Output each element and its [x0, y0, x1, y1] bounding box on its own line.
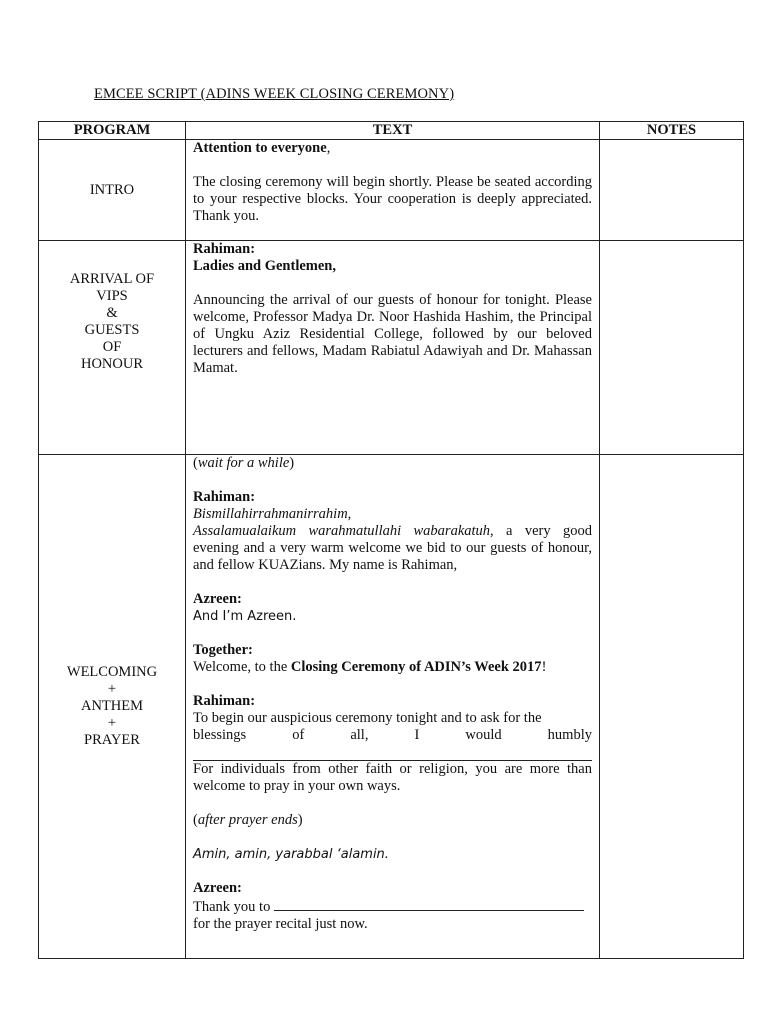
- speaker-label: Rahiman:: [193, 489, 256, 505]
- arrival-body: Announcing the arrival of our guests of honour for tonight. Please welcome, Professor Madya Dr. Noor Hashida Hashim, the Principal of Ungku Aziz Residential College, followed by our beloved lecturers and fellows, Madam Rabiatul Adawiyah and Dr. Mahassan Mamat.: [193, 292, 592, 376]
- header-notes: NOTES: [600, 122, 744, 140]
- prayer-line-1: To begin our auspicious ceremony tonight and to ask for the: [193, 710, 542, 726]
- prayer-line-2: blessings of all, I would humbly: [193, 727, 592, 743]
- thanks-line: Thank you to: [193, 897, 592, 916]
- greeting-line: Ladies and Gentlemen,: [193, 258, 336, 274]
- speaker-label: Rahiman:: [193, 693, 256, 709]
- notes-intro: [600, 140, 744, 241]
- speaker-label: Rahiman:: [193, 241, 256, 257]
- text-welcoming: [186, 455, 600, 959]
- speaker-label: Azreen:: [193, 880, 242, 896]
- table-row-welcoming: [39, 455, 744, 959]
- intro-body: The closing ceremony will begin shortly. Please be seated according to your respective blocks. Your cooperation is deeply appreciated. Thank you.: [193, 174, 592, 224]
- thanks-line-2: for the prayer recital just now.: [193, 916, 368, 932]
- notes-arrival: [600, 241, 744, 455]
- header-text: TEXT: [186, 122, 600, 140]
- welcome-line: Welcome, to the Closing Ceremony of ADIN’s Week 2017!: [193, 659, 547, 675]
- attention-line: Attention to everyone,: [193, 140, 331, 156]
- text-arrival: [186, 241, 600, 455]
- text-intro: [186, 140, 600, 241]
- emcee-script-table: [38, 121, 744, 959]
- document-title: EMCEE SCRIPT (ADINS WEEK CLOSING CEREMONY): [94, 86, 455, 102]
- amin-line: Amin, amin, yarabbal ‘alamin.: [193, 847, 389, 862]
- after-prayer-note: (after prayer ends): [193, 812, 303, 828]
- bismillah-line: Bismillahirrahmanirrahim,: [193, 506, 352, 522]
- fill-in-blank: [274, 897, 584, 911]
- other-faith-paragraph: For individuals from other faith or religion, you are more than welcome to pray in your own ways.: [193, 761, 592, 794]
- table-row-intro: [39, 140, 744, 241]
- header-program: PROGRAM: [39, 122, 186, 140]
- header-row: [39, 122, 744, 140]
- table-row-arrival: [39, 241, 744, 455]
- program-welcoming: WELCOMING + ANTHEM + PRAYER: [39, 455, 186, 959]
- wait-note: (wait for a while): [193, 455, 295, 471]
- program-intro: INTRO: [39, 140, 186, 241]
- program-arrival: ARRIVAL OF VIPS & GUESTS OF HONOUR: [39, 241, 186, 455]
- speaker-label: Together:: [193, 642, 253, 658]
- salam-paragraph: Assalamualaikum warahmatullahi wabarakatuh, a very good evening and a very warm welcome we bid to our guests of honour, and fellow KUAZians. My name is Rahiman,: [193, 523, 592, 573]
- notes-welcoming: [600, 455, 744, 959]
- azreen-intro: And I’m Azreen.: [193, 609, 297, 624]
- fill-in-blank: [193, 744, 592, 761]
- speaker-label: Azreen:: [193, 591, 242, 607]
